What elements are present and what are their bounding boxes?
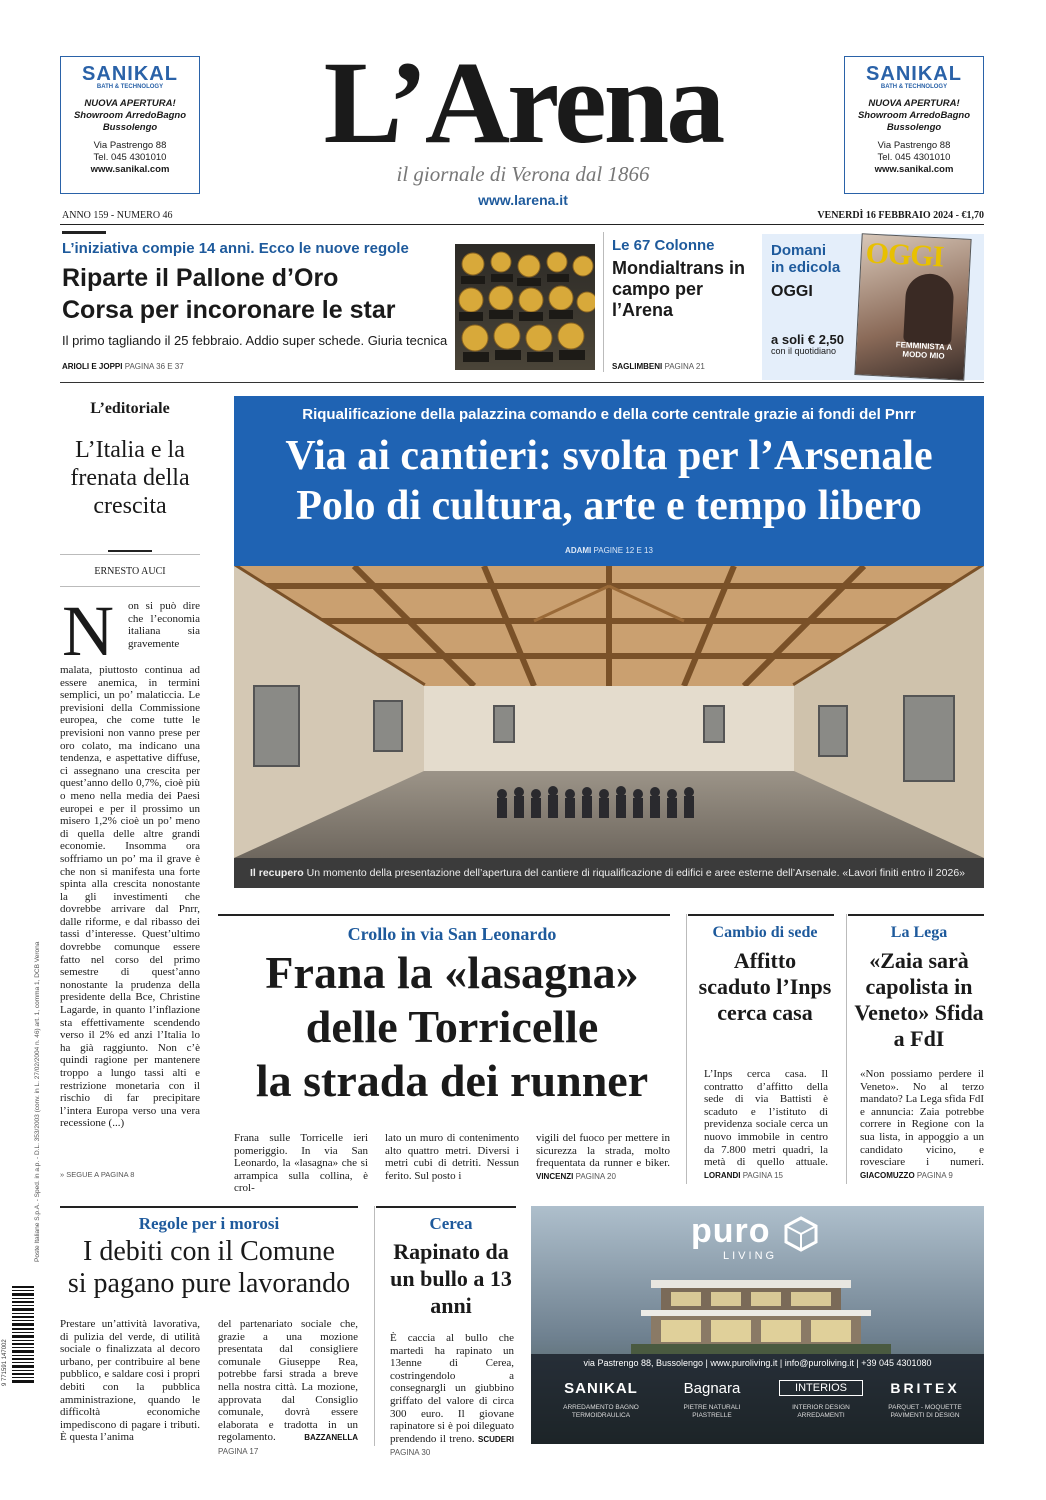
barcode-number: 9 771591 147002 <box>2 1339 8 1386</box>
debiti-headline-2[interactable]: si pagano pure lavorando <box>67 1268 351 1299</box>
ad-addr: Via Pastrengo 88 <box>93 140 167 151</box>
ad-brand: SANIKAL <box>866 63 962 85</box>
puro-brand-sub: LIVING <box>723 1250 778 1262</box>
frana-col2: lato un muro di contenimento alto quattro metri. Diversi i metri cubi di detriti. Nessun ferito. Sul posto i <box>385 1132 519 1182</box>
cerea-body: È caccia al bullo che martedì ha rapinato un 13enne di Cerea, costringendolo a consegnargli un giubbino griffato del valore di circa 300 euro. Il giovane rapinatore si è poi dileguato prendendo il treno. SCUDERI PAGINA 30 <box>390 1332 514 1458</box>
ad-brand: SANIKAL <box>82 63 178 85</box>
editorial-body: malata, piuttosto continua ad essere anemica, in termini semplici, un po’ malaticcia. Le previsioni della Commissione europea, che come tutte le previsioni non vanno prese per oro colato, ma indicano una tendenza, e aspettative diffuse, ci assegnano una crescita per quest’anno dello 0,7%, cioè più o meno nella media dei Paesi europei e per il prossimo un misero 1,2% cioè un po’ meno di quella delle altre grandi economie. Insomma ora soffriamo un po’ ma il grave è che non si manifesta una forte spinta alla crescita nonostante la gli investimenti che dovrebbe arrivare dal Pnrr, dalle riforme, e dal ribasso dei tassi d’interesse. Quest’ultimo dovrebbe comunque essere fatto nel corso del primo semestre di quest’anno nonostante la prudenza della presidente della Bce, Christine Lagarde, in quanto l’inflazione sta effettivamente scendendo verso il 2% ed anzi l’Italia lo ha già raggiunto. Non c’è quindi ragione per mantenere troppo a lungo tassi alti e restrizione monetaria con il rischio di far precipitare l’intera Europa verso una vera recessione (...) <box>60 664 200 1130</box>
inps-body: L’Inps cerca casa. Il contratto d’affitto della sede di via Battisti è scaduto e l’istituto di previdenza sociale cerca un nuovo immobile in centro da 7.800 metri quadri, la metà di quello attuale. LORANDI PAGINA 15 <box>704 1068 828 1180</box>
debiti-kicker: Regole per i morosi <box>138 1214 280 1233</box>
ad-line3: Bussolengo <box>102 122 158 133</box>
brand-interios-sub: INTERIOR DESIGN ARREDAMENTI <box>792 1404 850 1419</box>
promo-note: con il quotidiano <box>771 346 837 356</box>
sanikal-ad-left[interactable] <box>60 56 200 194</box>
masthead-url[interactable]: www.larena.it <box>478 192 568 208</box>
top-story-headline-1[interactable]: Riparte il Pallone d’Oro <box>62 264 339 292</box>
editorial-label: L’editoriale <box>90 400 170 417</box>
puro-living-ad[interactable] <box>531 1206 984 1444</box>
debiti-col1: Prestare un’attività lavorativa, di pulizia del verde, di utilità sociale o finalizzata al decoro urbano, per contribuire al bene pubblico, e saldare così i propri debiti con la pubblica amministrazione, quando le difficoltà economiche impediscono di pagare i tributi. È questa l’anima <box>60 1318 200 1444</box>
editorial-lead: on si può dire che l’economia italiana sia gravemente <box>128 600 200 650</box>
issue-number: ANNO 159 - NUMERO 46 <box>62 210 173 221</box>
lead-credit: ADAMI PAGINE 12 E 13 <box>565 546 653 555</box>
frana-kicker: Crollo in via San Leonardo <box>347 924 557 944</box>
lead-caption: Il recupero Un momento della presentazione dell’apertura del cantiere di riqualificazione di edifici e aree esterne dell’Arsenale. «Lavori finiti entro il 2026» <box>234 858 984 888</box>
frana-headline-1[interactable]: Frana la «lasagna» <box>265 947 639 998</box>
cerea-kicker: Cerea <box>429 1214 473 1233</box>
oggi-cover <box>854 233 971 381</box>
debiti-col2: del partenariato sociale che, grazie a una mozione presentata dal consigliere comunale Giuseppe Rea, potrebbe farsi strada a breve nella nostra città. La mozione, approvata dal Consiglio comunale, dovrà essere elaborata e tradotta in un regolamento. BAZZANELLA PAGINA 17 <box>218 1318 358 1456</box>
promo-mag: OGGI <box>771 283 813 300</box>
colonne-kicker: Le 67 Colonne <box>612 237 715 254</box>
ad-addr: Via Pastrengo 88 <box>877 140 951 151</box>
top-story-credit: ARIOLI E JOPPI PAGINA 36 E 37 <box>62 362 184 371</box>
debiti-headline-1[interactable]: I debiti con il Comune <box>83 1236 335 1267</box>
legal-text: Poste Italiane S.p.A. - Sped. in a.p. - D.L. 353/2003 (conv. in L. 27/02/2004 n. 46) art. 1, comma 1, DCB Verona <box>34 941 41 1262</box>
frana-col3: vigili del fuoco per mettere in sicurezza la strada, molto frequentata da runner e biker. VINCENZI PAGINA 20 <box>536 1132 670 1181</box>
puro-contact[interactable]: via Pastrengo 88, Bussolengo | www.puroliving.it | info@puroliving.it | +39 045 4301080 <box>583 1358 932 1368</box>
lead-headline-1[interactable]: Via ai cantieri: svolta per l’Arsenale <box>285 433 933 479</box>
editorial-continue[interactable]: » SEGUE A PAGINA 8 <box>60 1170 135 1179</box>
brand-interios: INTERIOS <box>779 1380 863 1396</box>
inps-kicker: Cambio di sede <box>712 924 818 941</box>
arsenale-photo <box>234 566 984 858</box>
promo-line2: in edicola <box>771 259 841 276</box>
lega-headline[interactable]: «Zaia sarà capolista in Veneto» Sfida a FdI <box>854 948 984 1051</box>
ad-tel: Tel. 045 4301010 <box>93 152 167 163</box>
frana-col1: Frana sulle Torricelle ieri pomeriggio. In via San Leonardo, la «lasagna» che si arrampica sulla collina, è crol- <box>234 1132 368 1195</box>
house-render <box>631 1266 891 1354</box>
ad-line1: NUOVA APERTURA! <box>84 98 176 109</box>
ad-web: www.sanikal.com <box>90 164 170 175</box>
cover-text: FEMMINISTA A MODO MIO <box>895 340 953 361</box>
ad-web: www.sanikal.com <box>874 164 954 175</box>
lead-kicker: Riqualificazione della palazzina comando e della corte centrale grazie ai fondi del Pnrr <box>302 406 916 423</box>
masthead-tagline: il giornale di Verona dal 1866 <box>396 162 650 186</box>
ad-line2: Showroom ArredoBagno <box>73 110 187 121</box>
cover-title: OGGI <box>864 236 945 274</box>
lega-body: «Non possiamo perdere il Veneto». No al terzo mandato? La Lega sfida FdI e annuncia: Zaia potrebbe correre in Regione con la sua lista, in appoggio a un candidato vicino, e rovesciare i numeri. GIACOMUZZO PAGINA 9 <box>860 1068 985 1180</box>
frana-headline-2[interactable]: delle Torricelle <box>305 1001 599 1052</box>
promo-price: a soli € 2,50 <box>771 332 844 347</box>
lead-headline-2[interactable]: Polo di cultura, arte e tempo libero <box>296 483 922 529</box>
brand-sanikal: SANIKAL <box>564 1380 638 1397</box>
editorial-author: ERNESTO AUCI <box>94 566 166 577</box>
oggi-promo[interactable] <box>762 234 984 380</box>
ad-tel: Tel. 045 4301010 <box>877 152 951 163</box>
ballon-dor-photo <box>455 244 595 370</box>
ad-sub: BATH & TECHNOLOGY <box>880 84 948 90</box>
brand-britex-sub: PARQUET - MOQUETTE PAVIMENTI DI DESIGN <box>888 1404 962 1419</box>
ad-sub: BATH & TECHNOLOGY <box>96 84 164 90</box>
editorial-title[interactable]: L’Italia e la frenata della crescita <box>70 437 190 519</box>
lead-story-box[interactable] <box>234 396 984 888</box>
top-story-kicker: L’iniziativa compie 14 anni. Ecco le nuove regole <box>62 240 409 257</box>
top-story-headline-2[interactable]: Corsa per incoronare le star <box>62 296 396 324</box>
inps-headline[interactable]: Affitto scaduto l’Inps cerca casa <box>698 948 832 1025</box>
masthead-title: L’Arena <box>323 37 723 168</box>
editorial-dropcap: N <box>62 591 114 671</box>
cover-portrait <box>903 273 955 345</box>
ad-line3: Bussolengo <box>886 122 942 133</box>
lega-kicker: La Lega <box>890 924 948 941</box>
brand-bagnara-sub: PIETRE NATURALI PIASTRELLE <box>683 1404 741 1419</box>
colonne-headline[interactable]: Mondialtrans in campo per l’Arena <box>612 258 746 320</box>
issue-date: VENERDÌ 16 FEBBRAIO 2024 - €1,70 <box>817 210 984 221</box>
barcode <box>6 1286 36 1386</box>
sanikal-ad-right[interactable] <box>844 56 984 194</box>
puro-brand: puro <box>691 1212 771 1250</box>
ad-line2: Showroom ArredoBagno <box>857 110 971 121</box>
cube-logo-icon <box>783 1216 819 1252</box>
cerea-headline[interactable]: Rapinato da un bullo a 13 anni <box>390 1239 512 1318</box>
promo-line1: Domani <box>771 242 827 259</box>
brand-britex: BRITEX <box>890 1380 960 1396</box>
ad-line1: NUOVA APERTURA! <box>868 98 960 109</box>
top-story-summary: Il primo tagliando il 25 febbraio. Addio super schede. Giuria tecnica <box>62 333 448 348</box>
frana-headline-3[interactable]: la strada dei runner <box>255 1055 649 1106</box>
brand-bagnara: Bagnara <box>683 1380 741 1397</box>
brand-sanikal-sub: ARREDAMENTO BAGNO TERMOIDRAULICA <box>563 1404 639 1419</box>
colonne-credit: SAGLIMBENI PAGINA 21 <box>612 362 705 371</box>
